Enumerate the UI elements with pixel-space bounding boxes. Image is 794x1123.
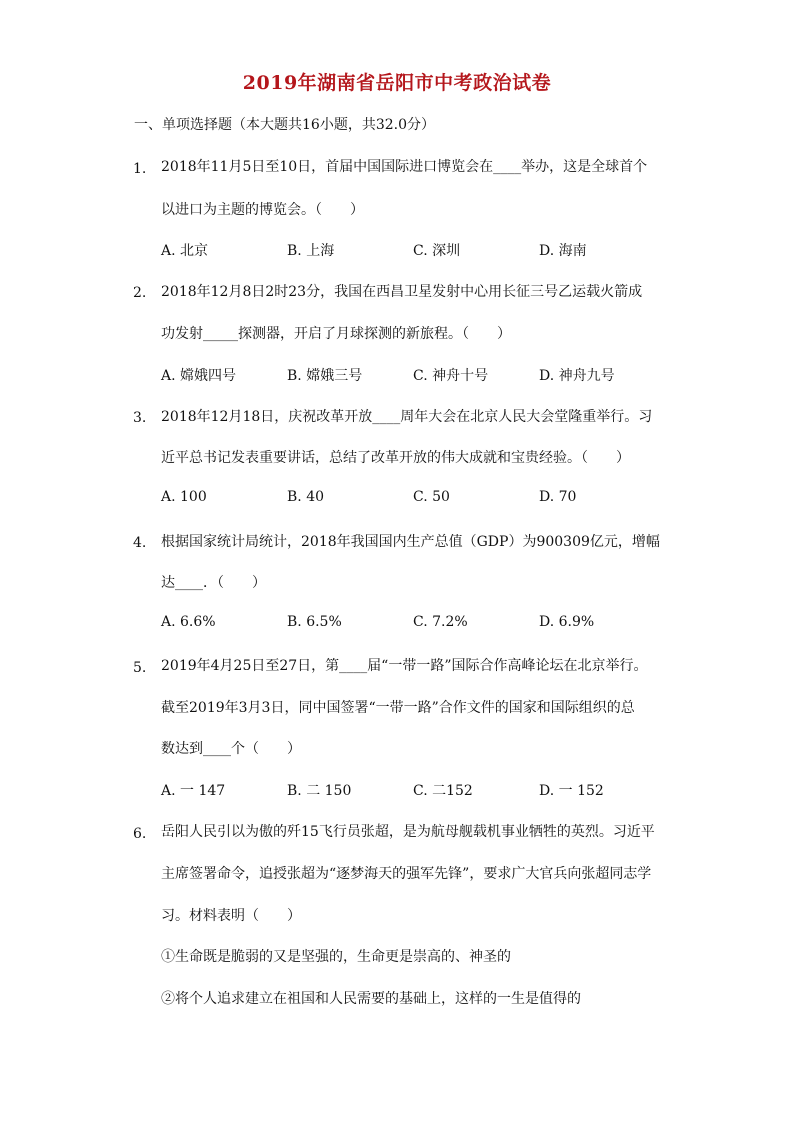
page-title: 2019年湖南省岳阳市中考政治试卷: [242, 72, 552, 94]
option-a: A. 一 147: [161, 783, 226, 799]
statement-1: ①生命既是脆弱的又是坚强的，生命更是崇高的、神圣的: [161, 949, 511, 965]
option-c: C. 50: [413, 489, 450, 505]
question-number: 3.: [133, 410, 147, 426]
option-d: D. 一 152: [539, 783, 604, 799]
question-text: 2018年11月5日至10日，首届中国国际进口博览会在____举办，这是全球首个: [161, 159, 648, 175]
option-d: D. 海南: [539, 243, 587, 259]
question-text: 数达到____个（ ）: [161, 741, 301, 757]
section-heading: 一、单项选择题（本大题共16小题，共32.0分）: [134, 117, 435, 133]
question-text: 功发射_____探测器，开启了月球探测的新旅程。（ ）: [161, 326, 511, 342]
option-c: C. 7.2%: [413, 614, 468, 630]
option-d: D. 6.9%: [539, 614, 595, 630]
question-number: 5.: [133, 660, 147, 676]
question-text: 截至2019年3月3日，同中国签署“一带一路”合作文件的国家和国际组织的总: [161, 700, 635, 716]
option-b: B. 嫦娥三号: [287, 368, 363, 384]
question-number: 2.: [133, 285, 147, 301]
option-b: B. 40: [287, 489, 325, 505]
option-c: C. 二152: [413, 783, 473, 799]
option-a: A. 6.6%: [161, 614, 216, 630]
statement-2: ②将个人追求建立在祖国和人民需要的基础上，这样的一生是值得的: [161, 991, 581, 1007]
question-number: 1.: [133, 161, 147, 177]
option-d: D. 神舟九号: [539, 368, 615, 384]
question-text: 岳阳人民引以为傲的歼15飞行员张超，是为航母舰载机事业牺牲的英烈。习近平: [161, 824, 655, 840]
option-b: B. 上海: [287, 243, 335, 259]
question-number: 4.: [133, 535, 147, 551]
option-a: A. 北京: [161, 243, 209, 259]
question-text: 达____．（ ）: [161, 575, 266, 591]
option-b: B. 二 150: [287, 783, 352, 799]
question-text: 习。材料表明（ ）: [161, 908, 301, 924]
question-text: 根据国家统计局统计，2018年我国国内生产总值（GDP）为900309亿元，增幅: [161, 534, 660, 550]
question-text: 主席签署命令，追授张超为“逐梦海天的强军先锋”，要求广大官兵向张超同志学: [161, 866, 652, 882]
question-text: 2018年12月8日2时23分，我国在西昌卫星发射中心用长征三号乙运载火箭成: [161, 284, 643, 300]
option-a: A. 100: [161, 489, 207, 505]
question-text: 近平总书记发表重要讲话，总结了改革开放的伟大成就和宝贵经验。（ ）: [161, 450, 630, 466]
question-text: 以进口为主题的博览会。（ ）: [161, 202, 364, 218]
option-c: C. 神舟十号: [413, 368, 489, 384]
option-d: D. 70: [539, 489, 577, 505]
question-text: 2018年12月18日，庆祝改革开放____周年大会在北京人民大会堂隆重举行。习: [161, 409, 653, 425]
question-number: 6.: [133, 826, 147, 842]
question-text: 2019年4月25日至27日，第____届“一带一路”国际合作高峰论坛在北京举行。: [161, 658, 648, 674]
option-c: C. 深圳: [413, 243, 461, 259]
option-a: A. 嫦娥四号: [161, 368, 237, 384]
option-b: B. 6.5%: [287, 614, 342, 630]
